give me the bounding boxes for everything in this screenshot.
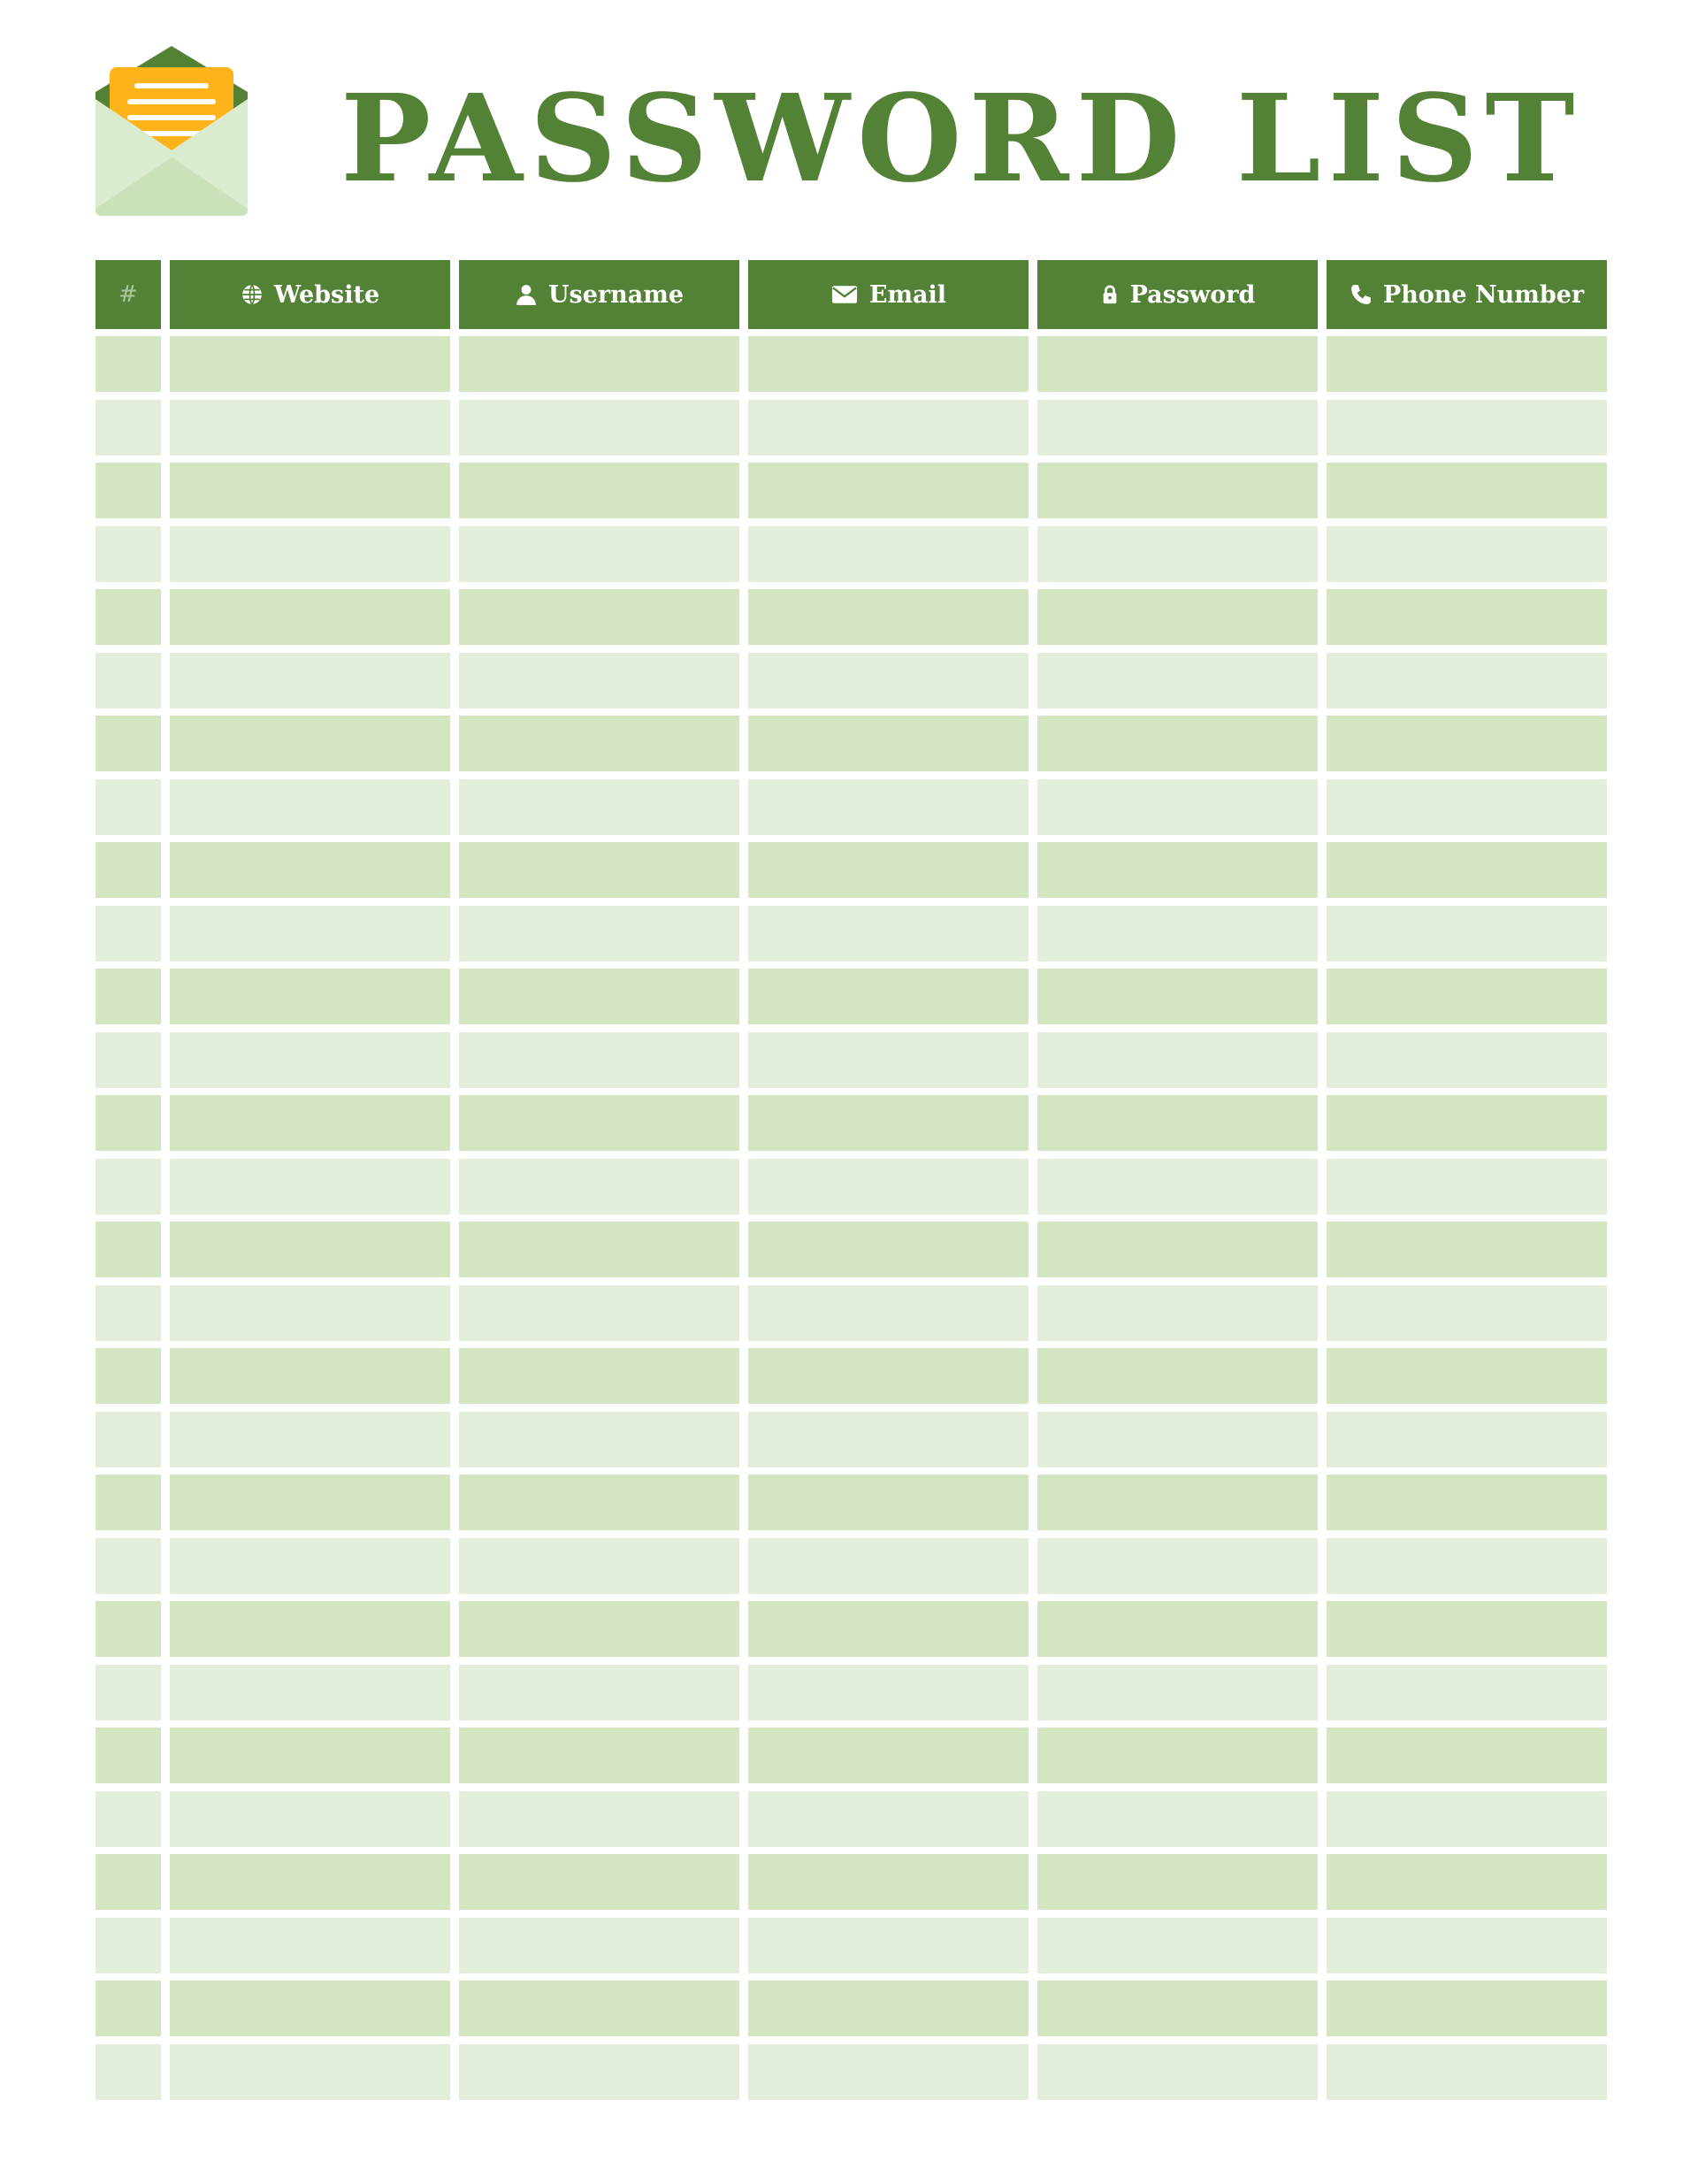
- table-cell-email[interactable]: [748, 463, 1029, 518]
- table-cell-number: [96, 1159, 161, 1215]
- table-cell-password[interactable]: [1037, 1222, 1318, 1277]
- table-cell-email[interactable]: [748, 1601, 1029, 1657]
- table-cell-phone-number[interactable]: [1327, 400, 1607, 456]
- table-cell-number: [96, 1728, 161, 1783]
- table-cell-website[interactable]: [170, 1665, 450, 1720]
- table-cell-number: [96, 1475, 161, 1530]
- table-cell-website[interactable]: [170, 779, 450, 835]
- column-header-password: [1037, 260, 1318, 329]
- table-cell-website[interactable]: [170, 526, 450, 582]
- table-cell-password[interactable]: [1037, 1728, 1318, 1783]
- table-cell-phone-number[interactable]: [1327, 969, 1607, 1024]
- table-cell-website[interactable]: [170, 1348, 450, 1404]
- column-header-username: [459, 260, 739, 329]
- user-icon: [515, 283, 538, 306]
- table-cell-phone-number[interactable]: [1327, 1538, 1607, 1594]
- table-cell-phone-number[interactable]: [1327, 1032, 1607, 1088]
- table-cell-number: [96, 653, 161, 709]
- table-cell-phone-number[interactable]: [1327, 1665, 1607, 1720]
- table-cell-phone-number[interactable]: [1327, 1981, 1607, 2036]
- table-cell-username[interactable]: [459, 1095, 739, 1151]
- table-cell-website[interactable]: [170, 716, 450, 771]
- table-cell-website[interactable]: [170, 400, 450, 456]
- table-cell-website[interactable]: [170, 1728, 450, 1783]
- table-cell-email[interactable]: [748, 526, 1029, 582]
- table-cell-password[interactable]: [1037, 653, 1318, 709]
- table-cell-username[interactable]: [459, 779, 739, 835]
- table-cell-website[interactable]: [170, 1412, 450, 1467]
- table-cell-phone-number[interactable]: [1327, 1159, 1607, 1215]
- table-cell-phone-number[interactable]: [1327, 1854, 1607, 1910]
- table-cell-password[interactable]: [1037, 842, 1318, 898]
- table-cell-email[interactable]: [748, 1285, 1029, 1341]
- table-cell-website[interactable]: [170, 1981, 450, 2036]
- column-header-label: Password: [1129, 280, 1256, 309]
- table-cell-phone-number[interactable]: [1327, 653, 1607, 709]
- table-cell-email[interactable]: [748, 1791, 1029, 1847]
- table-cell-number: [96, 1032, 161, 1088]
- table-cell-website[interactable]: [170, 1475, 450, 1530]
- table-cell-password[interactable]: [1037, 1854, 1318, 1910]
- table-cell-phone-number[interactable]: [1327, 463, 1607, 518]
- table-cell-email[interactable]: [748, 1095, 1029, 1151]
- column-header-label: Email: [868, 280, 947, 309]
- table-cell-username[interactable]: [459, 1412, 739, 1467]
- table-cell-email[interactable]: [748, 1475, 1029, 1530]
- column-header-website: [170, 260, 450, 329]
- table-cell-number: [96, 779, 161, 835]
- table-cell-website[interactable]: [170, 2044, 450, 2100]
- table-cell-number: [96, 526, 161, 582]
- page-title: PASSWORD LIST: [340, 68, 1582, 210]
- table-cell-username[interactable]: [459, 1032, 739, 1088]
- password-table: [96, 260, 1604, 2107]
- table-cell-email[interactable]: [748, 1032, 1029, 1088]
- table-cell-phone-number[interactable]: [1327, 716, 1607, 771]
- table-cell-email[interactable]: [748, 1412, 1029, 1467]
- table-cell-username[interactable]: [459, 589, 739, 645]
- table-cell-number: [96, 1854, 161, 1910]
- table-cell-phone-number[interactable]: [1327, 1285, 1607, 1341]
- table-cell-website[interactable]: [170, 1032, 450, 1088]
- table-cell-number: [96, 1348, 161, 1404]
- table-cell-password[interactable]: [1037, 1285, 1318, 1341]
- table-cell-number: [96, 1601, 161, 1657]
- table-cell-website[interactable]: [170, 969, 450, 1024]
- table-cell-website[interactable]: [170, 1095, 450, 1151]
- table-cell-website[interactable]: [170, 1791, 450, 1847]
- column-header-number: [96, 260, 161, 329]
- table-cell-website[interactable]: [170, 463, 450, 518]
- table-cell-number: [96, 1791, 161, 1847]
- table-cell-email[interactable]: [748, 906, 1029, 962]
- table-cell-website[interactable]: [170, 842, 450, 898]
- table-cell-website[interactable]: [170, 1538, 450, 1594]
- table-cell-phone-number[interactable]: [1327, 1475, 1607, 1530]
- table-cell-username[interactable]: [459, 969, 739, 1024]
- table-cell-password[interactable]: [1037, 1918, 1318, 1973]
- table-cell-website[interactable]: [170, 589, 450, 645]
- table-cell-username[interactable]: [459, 906, 739, 962]
- table-cell-email[interactable]: [748, 1222, 1029, 1277]
- table-cell-password[interactable]: [1037, 400, 1318, 456]
- table-cell-website[interactable]: [170, 1601, 450, 1657]
- table-cell-username[interactable]: [459, 842, 739, 898]
- column-header-label: Phone Number: [1382, 280, 1585, 309]
- table-cell-password[interactable]: [1037, 779, 1318, 835]
- table-cell-email[interactable]: [748, 1728, 1029, 1783]
- table-cell-number: [96, 2044, 161, 2100]
- table-cell-phone-number[interactable]: [1327, 779, 1607, 835]
- table-cell-number: [96, 1981, 161, 2036]
- column-header-email: [748, 260, 1029, 329]
- table-cell-username[interactable]: [459, 1475, 739, 1530]
- table-cell-phone-number[interactable]: [1327, 336, 1607, 392]
- table-cell-email[interactable]: [748, 2044, 1029, 2100]
- table-cell-username[interactable]: [459, 1601, 739, 1657]
- table-cell-username[interactable]: [459, 1348, 739, 1404]
- table-cell-number: [96, 589, 161, 645]
- table-cell-phone-number[interactable]: [1327, 589, 1607, 645]
- table-cell-phone-number[interactable]: [1327, 1412, 1607, 1467]
- table-cell-number: [96, 906, 161, 962]
- table-cell-password[interactable]: [1037, 2044, 1318, 2100]
- table-cell-website[interactable]: [170, 906, 450, 962]
- table-cell-password[interactable]: [1037, 1348, 1318, 1404]
- table-cell-email[interactable]: [748, 1981, 1029, 2036]
- globe-icon: [241, 283, 264, 306]
- table-cell-email[interactable]: [748, 336, 1029, 392]
- table-cell-email[interactable]: [748, 589, 1029, 645]
- open-envelope-icon: [96, 46, 248, 216]
- table-cell-username[interactable]: [459, 1665, 739, 1720]
- table-cell-username[interactable]: [459, 1285, 739, 1341]
- table-cell-email[interactable]: [748, 1159, 1029, 1215]
- table-cell-username[interactable]: [459, 526, 739, 582]
- table-cell-number: [96, 1918, 161, 1973]
- table-cell-number: [96, 463, 161, 518]
- table-cell-username[interactable]: [459, 653, 739, 709]
- table-cell-password[interactable]: [1037, 1665, 1318, 1720]
- table-cell-password[interactable]: [1037, 1538, 1318, 1594]
- table-cell-email[interactable]: [748, 653, 1029, 709]
- table-cell-password[interactable]: [1037, 969, 1318, 1024]
- table-cell-website[interactable]: [170, 1159, 450, 1215]
- table-cell-username[interactable]: [459, 2044, 739, 2100]
- table-cell-email[interactable]: [748, 1348, 1029, 1404]
- table-cell-number: [96, 1412, 161, 1467]
- table-cell-password[interactable]: [1037, 1981, 1318, 2036]
- table-cell-password[interactable]: [1037, 526, 1318, 582]
- table-cell-username[interactable]: [459, 400, 739, 456]
- table-cell-number: [96, 842, 161, 898]
- table-cell-number: [96, 1285, 161, 1341]
- table-cell-number: [96, 336, 161, 392]
- table-cell-password[interactable]: [1037, 906, 1318, 962]
- table-cell-number: [96, 1095, 161, 1151]
- table-cell-website[interactable]: [170, 653, 450, 709]
- table-cell-email[interactable]: [748, 1854, 1029, 1910]
- table-cell-username[interactable]: [459, 1538, 739, 1594]
- table-cell-website[interactable]: [170, 1854, 450, 1910]
- table-cell-email[interactable]: [748, 716, 1029, 771]
- table-cell-website[interactable]: [170, 1222, 450, 1277]
- table-cell-password[interactable]: [1037, 463, 1318, 518]
- table-cell-password[interactable]: [1037, 1475, 1318, 1530]
- table-cell-number: [96, 716, 161, 771]
- table-cell-phone-number[interactable]: [1327, 1222, 1607, 1277]
- table-cell-password[interactable]: [1037, 1032, 1318, 1088]
- table-cell-username[interactable]: [459, 1222, 739, 1277]
- table-cell-phone-number[interactable]: [1327, 1728, 1607, 1783]
- table-cell-email[interactable]: [748, 842, 1029, 898]
- table-cell-phone-number[interactable]: [1327, 1918, 1607, 1973]
- table-cell-phone-number[interactable]: [1327, 842, 1607, 898]
- column-header-label: Username: [547, 280, 685, 309]
- table-cell-username[interactable]: [459, 1981, 739, 2036]
- table-cell-username[interactable]: [459, 463, 739, 518]
- table-cell-password[interactable]: [1037, 1159, 1318, 1215]
- table-cell-password[interactable]: [1037, 1601, 1318, 1657]
- table-cell-username[interactable]: [459, 1854, 739, 1910]
- table-cell-username[interactable]: [459, 1791, 739, 1847]
- table-cell-username[interactable]: [459, 1918, 739, 1973]
- table-cell-username[interactable]: [459, 716, 739, 771]
- table-cell-phone-number[interactable]: [1327, 1348, 1607, 1404]
- table-cell-email[interactable]: [748, 1538, 1029, 1594]
- table-cell-website[interactable]: [170, 1285, 450, 1341]
- table-cell-number: [96, 1538, 161, 1594]
- table-cell-username[interactable]: [459, 336, 739, 392]
- table-cell-phone-number[interactable]: [1327, 2044, 1607, 2100]
- column-header-phone-number: [1327, 260, 1607, 329]
- envelope-icon: [830, 283, 859, 306]
- table-cell-phone-number[interactable]: [1327, 906, 1607, 962]
- table-cell-username[interactable]: [459, 1728, 739, 1783]
- table-cell-password[interactable]: [1037, 589, 1318, 645]
- table-cell-password[interactable]: [1037, 336, 1318, 392]
- column-header-label: #: [119, 281, 138, 308]
- table-cell-email[interactable]: [748, 1918, 1029, 1973]
- table-cell-phone-number[interactable]: [1327, 526, 1607, 582]
- table-cell-phone-number[interactable]: [1327, 1791, 1607, 1847]
- table-cell-number: [96, 1222, 161, 1277]
- table-cell-number: [96, 969, 161, 1024]
- table-cell-email[interactable]: [748, 779, 1029, 835]
- table-cell-website[interactable]: [170, 1918, 450, 1973]
- table-cell-password[interactable]: [1037, 1791, 1318, 1847]
- table-cell-email[interactable]: [748, 400, 1029, 456]
- table-cell-phone-number[interactable]: [1327, 1095, 1607, 1151]
- table-cell-number: [96, 1665, 161, 1720]
- table-cell-website[interactable]: [170, 336, 450, 392]
- table-cell-password[interactable]: [1037, 716, 1318, 771]
- lock-icon: [1100, 283, 1120, 306]
- table-cell-phone-number[interactable]: [1327, 1601, 1607, 1657]
- table-cell-username[interactable]: [459, 1159, 739, 1215]
- table-cell-email[interactable]: [748, 1665, 1029, 1720]
- table-cell-number: [96, 400, 161, 456]
- table-cell-password[interactable]: [1037, 1095, 1318, 1151]
- column-header-label: Website: [273, 280, 380, 309]
- table-cell-password[interactable]: [1037, 1412, 1318, 1467]
- phone-icon: [1350, 283, 1373, 306]
- table-cell-email[interactable]: [748, 969, 1029, 1024]
